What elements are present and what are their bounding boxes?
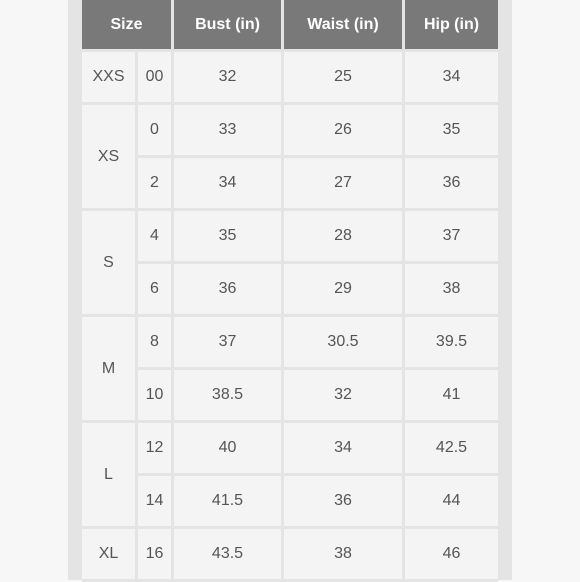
header-waist: Waist (in) <box>284 0 405 52</box>
hip-value: 46 <box>405 529 498 582</box>
bust-value: 37 <box>174 317 284 370</box>
table-row <box>82 476 498 529</box>
bust-value: 40 <box>174 423 284 476</box>
header-row <box>82 0 498 52</box>
waist-value: 36 <box>284 476 405 529</box>
hip-value: 34 <box>405 52 498 105</box>
size-number: 10 <box>138 370 174 423</box>
bust-value: 43.5 <box>174 529 284 582</box>
size-chart-table <box>82 0 498 582</box>
waist-value: 28 <box>284 211 405 264</box>
table-row <box>82 529 498 582</box>
table-row <box>82 317 498 370</box>
hip-value: 41 <box>405 370 498 423</box>
header-size: Size <box>82 0 174 52</box>
hip-value: 42.5 <box>405 423 498 476</box>
table-row <box>82 105 498 158</box>
bust-value: 35 <box>174 211 284 264</box>
waist-value: 29 <box>284 264 405 317</box>
bust-value: 33 <box>174 105 284 158</box>
bust-value: 34 <box>174 158 284 211</box>
bust-value: 41.5 <box>174 476 284 529</box>
waist-value: 26 <box>284 105 405 158</box>
size-number: 00 <box>138 52 174 105</box>
size-label: L <box>82 423 138 529</box>
size-label: S <box>82 211 138 317</box>
size-label: M <box>82 317 138 423</box>
waist-value: 34 <box>284 423 405 476</box>
chart-body <box>82 52 498 582</box>
size-number: 2 <box>138 158 174 211</box>
table-row <box>82 158 498 211</box>
table-row <box>82 264 498 317</box>
waist-value: 27 <box>284 158 405 211</box>
bust-value: 36 <box>174 264 284 317</box>
hip-value: 39.5 <box>405 317 498 370</box>
size-number: 8 <box>138 317 174 370</box>
header-bust: Bust (in) <box>174 0 284 52</box>
header-hip: Hip (in) <box>405 0 498 52</box>
size-number: 12 <box>138 423 174 476</box>
hip-value: 44 <box>405 476 498 529</box>
size-label: XS <box>82 105 138 211</box>
waist-value: 30.5 <box>284 317 405 370</box>
table-row <box>82 52 498 105</box>
size-number: 14 <box>138 476 174 529</box>
table-row <box>82 370 498 423</box>
hip-value: 37 <box>405 211 498 264</box>
size-label: XL <box>82 529 138 582</box>
bust-value: 38.5 <box>174 370 284 423</box>
waist-value: 38 <box>284 529 405 582</box>
waist-value: 25 <box>284 52 405 105</box>
size-label: XXS <box>82 52 138 105</box>
size-number: 6 <box>138 264 174 317</box>
bust-value: 32 <box>174 52 284 105</box>
hip-value: 35 <box>405 105 498 158</box>
hip-value: 36 <box>405 158 498 211</box>
waist-value: 32 <box>284 370 405 423</box>
size-number: 0 <box>138 105 174 158</box>
table-row <box>82 211 498 264</box>
size-number: 16 <box>138 529 174 582</box>
table-row <box>82 423 498 476</box>
hip-value: 38 <box>405 264 498 317</box>
size-number: 4 <box>138 211 174 264</box>
